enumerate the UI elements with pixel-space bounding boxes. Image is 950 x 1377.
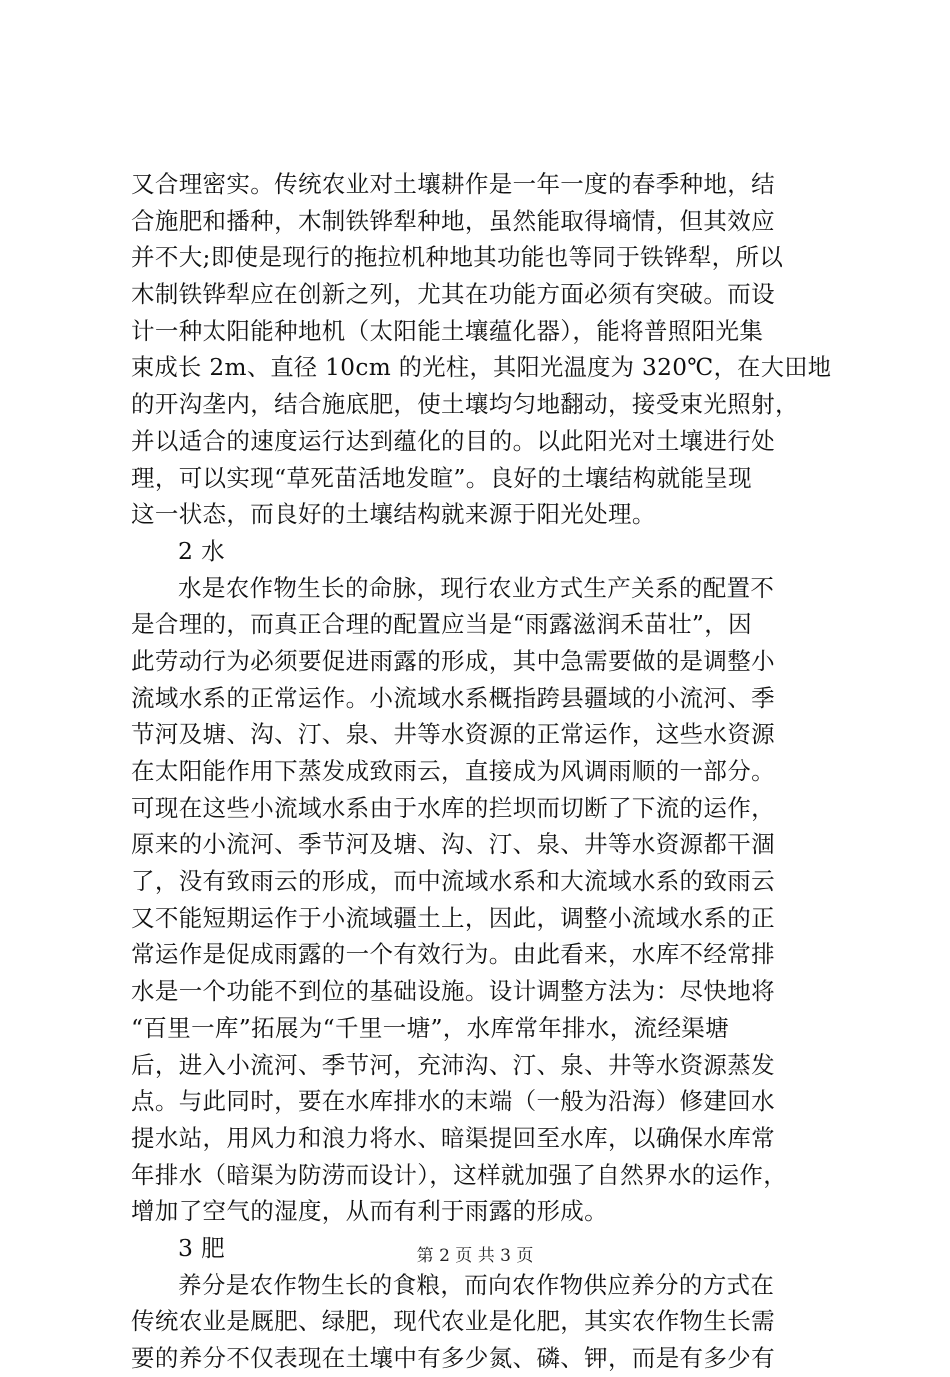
text-line: 流域水系的正常运作。小流域水系概指跨县疆域的小流河、季: [131, 683, 775, 712]
text-line: 年排水（暗渠为防涝而设计），这样就加强了自然界水的运作，: [131, 1160, 788, 1189]
text-line: 合施肥和播种，木制铁铧犁种地，虽然能取得墒情，但其效应: [131, 206, 775, 235]
text-line: 后，进入小流河、季节河，充沛沟、汀、泉、井等水资源蒸发: [131, 1050, 775, 1079]
section-heading: 2 水: [178, 536, 225, 565]
document-body: [131, 166, 831, 1377]
text-line: 可现在这些小流域水系由于水库的拦坝而切断了下流的运作，: [131, 793, 775, 822]
text-line: 这一状态，而良好的土壤结构就来源于阳光处理。: [131, 500, 656, 529]
text-line: 养分是农作物生长的食粮，而向农作物供应养分的方式在: [178, 1270, 775, 1299]
text-line: 的开沟垄内，结合施底肥，使土壤均匀地翻动，接受束光照射，: [131, 390, 799, 419]
text-line: 束成长 2m、直径 10cm 的光柱，其阳光温度为 320℃，在大田地: [131, 353, 832, 382]
text-line: 在太阳能作用下蒸发成致雨云，直接成为风调雨顺的一部分。: [131, 757, 775, 785]
page-footer: 第 2 页 共 3 页: [416, 1246, 534, 1266]
text-line: 此劳动行为必须要促进雨露的形成，其中急需要做的是调整小: [131, 646, 775, 675]
text-line: 要的养分不仅表现在土壤中有多少氮、磷、钾，而是有多少有: [131, 1344, 775, 1372]
section-heading: 3 肥: [178, 1233, 225, 1262]
text-line: 又合理密实。传统农业对土壤耕作是一年一度的春季种地，结: [131, 170, 775, 198]
text-line: 了，没有致雨云的形成，而中流域水系和大流域水系的致雨云: [131, 867, 775, 896]
text-line: “百里一库”拓展为“千里一塘”，水库常年排水，流经渠塘: [131, 1013, 730, 1042]
text-line: 是合理的，而真正合理的配置应当是“雨露滋润禾苗壮”，因: [131, 610, 752, 639]
text-line: 传统农业是厩肥、绿肥，现代农业是化肥，其实农作物生长需: [131, 1307, 775, 1336]
text-line: 木制铁铧犁应在创新之列，尤其在功能方面必须有突破。而设: [131, 280, 775, 309]
text-line: 节河及塘、沟、汀、泉、井等水资源的正常运作，这些水资源: [131, 720, 775, 749]
text-line: 原来的小流河、季节河及塘、沟、汀、泉、井等水资源都干涸: [131, 830, 775, 859]
text-line: 又不能短期运作于小流域疆土上，因此，调整小流域水系的正: [131, 903, 775, 932]
text-line: 并不大;即使是现行的拖拉机种地其功能也等同于铁铧犁，所以: [131, 243, 784, 272]
text-line: 理，可以实现“草死苗活地发暄”。良好的土壤结构就能呈现: [131, 463, 752, 492]
text-line: 并以适合的速度运行达到蕴化的目的。以此阳光对土壤进行处: [131, 426, 775, 455]
text-line: 常运作是促成雨露的一个有效行为。由此看来，水库不经常排: [131, 940, 775, 969]
text-line: 水是一个功能不到位的基础设施。设计调整方法为：尽快地将: [131, 977, 775, 1006]
text-line: 提水站，用风力和浪力将水、暗渠提回至水库，以确保水库常: [131, 1123, 775, 1152]
text-line: 增加了空气的湿度，从而有利于雨露的形成。: [131, 1197, 608, 1226]
text-line: 水是农作物生长的命脉，现行农业方式生产关系的配置不: [178, 573, 775, 602]
text-line: 点。与此同时，要在水库排水的末端（一般为沿海）修建回水: [131, 1087, 775, 1116]
text-line: 计一种太阳能种地机（太阳能土壤蕴化器），能将普照阳光集: [131, 316, 764, 345]
